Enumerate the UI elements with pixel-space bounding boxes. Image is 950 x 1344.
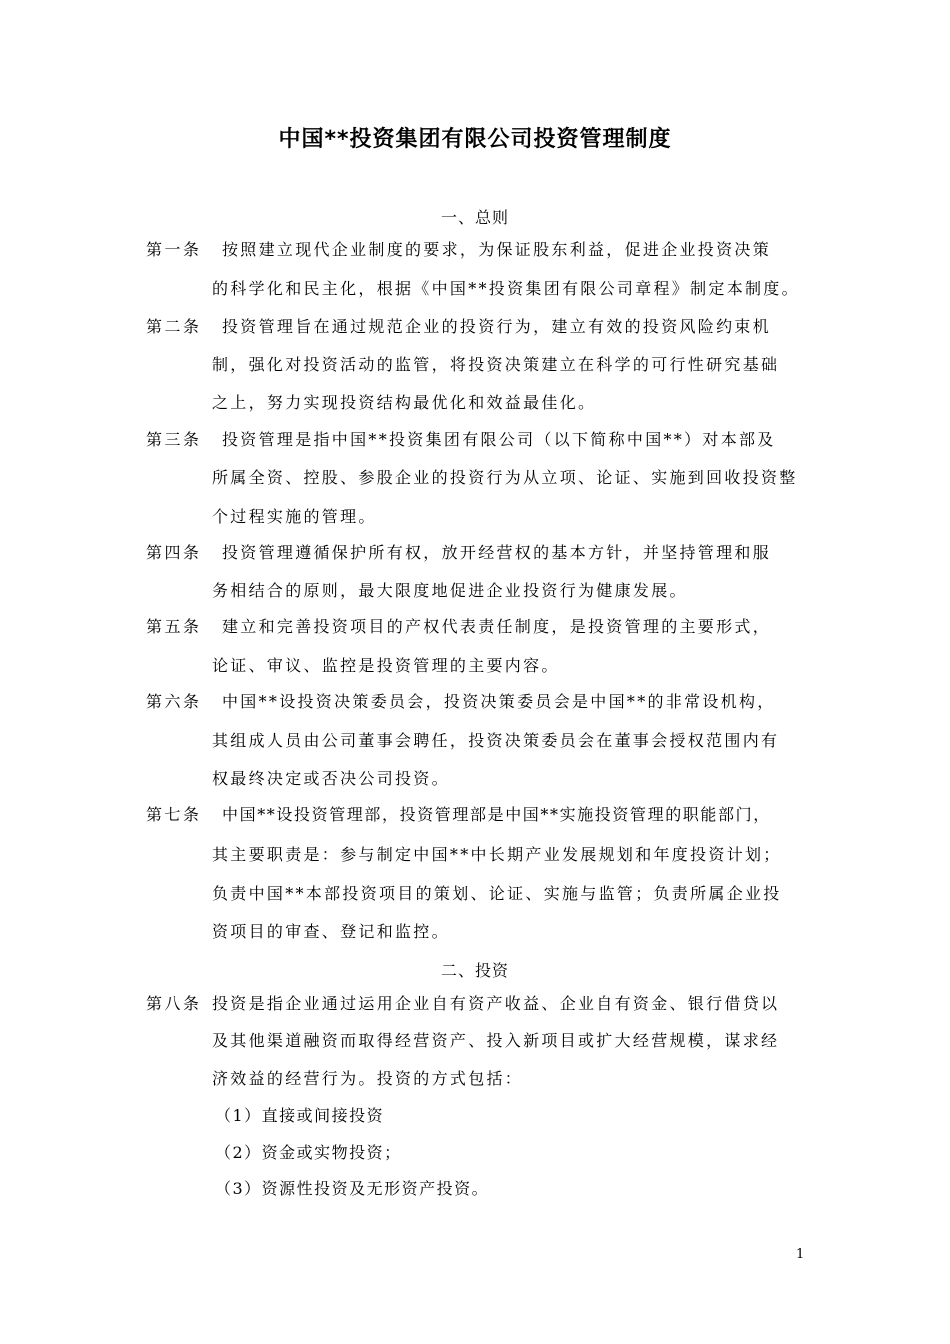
article-8-list-item-1: （1）直接或间接投资 [215, 1106, 385, 1125]
article-2-label: 第二条 [146, 317, 202, 336]
article-3-line-2: 所属全资、控股、参股企业的投资行为从立项、论证、实施到回收投资整 [212, 468, 798, 487]
article-6-line-1: 中国**设投资决策委员会，投资决策委员会是中国**的非常设机构， [222, 692, 776, 711]
article-4-line-2: 务相结合的原则，最大限度地促进企业投资行为健康发展。 [212, 581, 688, 600]
document-title: 中国**投资集团有限公司投资管理制度 [278, 127, 672, 152]
article-8-label: 第八条 [146, 994, 202, 1013]
article-4-line-1: 投资管理遵循保护所有权，放开经营权的基本方针，并坚持管理和服 [222, 543, 772, 562]
article-6-label: 第六条 [146, 692, 202, 711]
article-7-label: 第七条 [146, 805, 202, 824]
article-2-line-2: 制，强化对投资活动的监管，将投资决策建立在科学的可行性研究基础 [212, 355, 780, 374]
article-8-line-3: 济效益的经营行为。投资的方式包括： [212, 1069, 524, 1088]
article-5-line-1: 建立和完善投资项目的产权代表责任制度，是投资管理的主要形式， [222, 617, 772, 636]
article-4-label: 第四条 [146, 543, 202, 562]
article-8-list-item-2: （2）资金或实物投资； [215, 1143, 402, 1162]
section-heading-investment: 二、投资 [440, 961, 509, 980]
article-1-label: 第一条 [146, 240, 202, 259]
article-7-line-1: 中国**设投资管理部，投资管理部是中国**实施投资管理的职能部门， [222, 805, 771, 824]
article-1-line-1: 按照建立现代企业制度的要求，为保证股东利益，促进企业投资决策 [222, 240, 772, 259]
article-8-list-item-3: （3）资源性投资及无形资产投资。 [215, 1179, 490, 1198]
article-6-line-2: 其组成人员由公司董事会聘任，投资决策委员会在董事会授权范围内有 [212, 731, 780, 750]
article-3-line-1: 投资管理是指中国**投资集团有限公司（以下简称中国**）对本部及 [222, 430, 776, 449]
article-3-label: 第三条 [146, 430, 202, 449]
article-2-line-3: 之上，努力实现投资结构最优化和效益最佳化。 [212, 393, 597, 412]
article-5-label: 第五条 [146, 617, 202, 636]
page-number: 1 [796, 1247, 805, 1262]
article-1-line-2: 的科学化和民主化，根据《中国**投资集团有限公司章程》制定本制度。 [212, 279, 800, 298]
article-8-line-1: 投资是指企业通过运用企业自有资产收益、企业自有资金、银行借贷以 [212, 994, 780, 1013]
article-7-line-3: 负责中国**本部投资项目的策划、论证、实施与监管；负责所属企业投 [212, 884, 782, 903]
article-3-line-3: 个过程实施的管理。 [212, 507, 377, 526]
article-2-line-1: 投资管理旨在通过规范企业的投资行为，建立有效的投资风险约束机 [222, 317, 772, 336]
section-heading-general: 一、总则 [440, 208, 509, 227]
article-5-line-2: 论证、审议、监控是投资管理的主要内容。 [212, 656, 560, 675]
article-8-line-2: 及其他渠道融资而取得经营资产、投入新项目或扩大经营规模，谋求经 [212, 1031, 780, 1050]
article-7-line-4: 资项目的审查、登记和监控。 [212, 922, 450, 941]
article-7-line-2: 其主要职责是：参与制定中国**中长期产业发展规划和年度投资计划； [212, 845, 782, 864]
article-6-line-3: 权最终决定或否决公司投资。 [212, 769, 450, 788]
